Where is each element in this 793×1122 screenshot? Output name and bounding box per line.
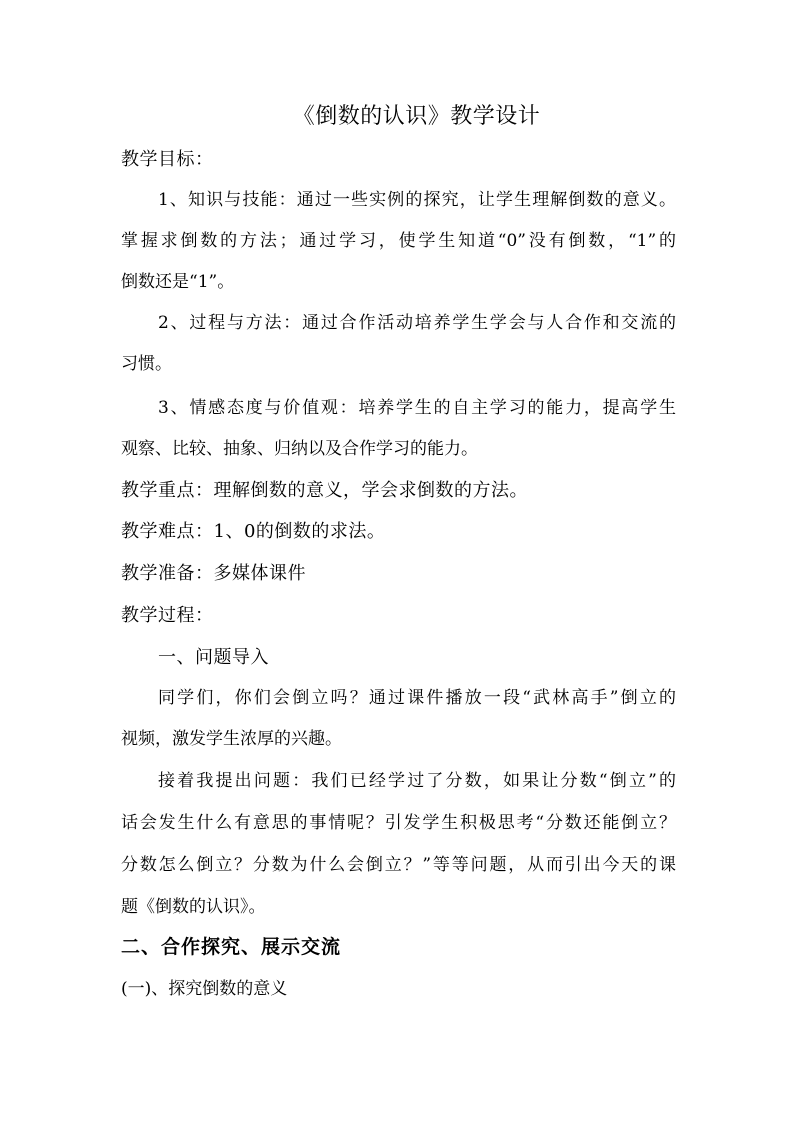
goals-heading: 教学目标： <box>121 149 214 170</box>
goal1-line1: 1、知识与技能：通过一些实例的探究，让学生理解倒数的意义。 <box>158 190 676 210</box>
goal1-line3: 倒数还是“1”。 <box>121 272 235 292</box>
section1-para2-line4: 题《倒数的认识》。 <box>121 897 266 917</box>
goal3-line1: 3、情感态度与价值观：培养学生的自主学习的能力，提高学生 <box>158 398 676 418</box>
goal3-line2: 观察、比较、抽象、归纳以及合作学习的能力。 <box>121 439 478 459</box>
goal2-line2: 习惯。 <box>121 354 172 374</box>
difficulty: 教学难点：1、0的倒数的求法。 <box>121 521 386 542</box>
section2-sub1: (一)、探究倒数的意义 <box>121 979 288 999</box>
section1-heading: 一、问题导入 <box>158 647 269 668</box>
section1-para2-line1: 接着我提出问题：我们已经学过了分数，如果让分数“倒立”的 <box>158 771 676 791</box>
section1-para2-line3: 分数怎么倒立？分数为什么会倒立？”等等问题，从而引出今天的课 <box>121 855 676 875</box>
section2-heading: 二、合作探究、展示交流 <box>121 936 342 958</box>
goal2-line1: 2、过程与方法：通过合作活动培养学生学会与人合作和交流的 <box>158 313 676 333</box>
section1-para1-line2: 视频，激发学生浓厚的兴趣。 <box>121 729 342 749</box>
goal1-line2: 掌握求倒数的方法；通过学习，使学生知道“0”没有倒数，“1”的 <box>121 231 676 251</box>
key-point: 教学重点：理解倒数的意义，学会求倒数的方法。 <box>121 480 528 501</box>
document-title: 《倒数的认识》教学设计 <box>292 104 541 129</box>
preparation: 教学准备：多媒体课件 <box>121 563 306 584</box>
section1-para2-line2: 话会发生什么有意思的事情呢？引发学生积极思考“分数还能倒立？ <box>121 813 676 833</box>
process-heading: 教学过程： <box>121 605 214 626</box>
section1-para1-line1: 同学们，你们会倒立吗？通过课件播放一段“武林高手”倒立的 <box>158 688 676 708</box>
